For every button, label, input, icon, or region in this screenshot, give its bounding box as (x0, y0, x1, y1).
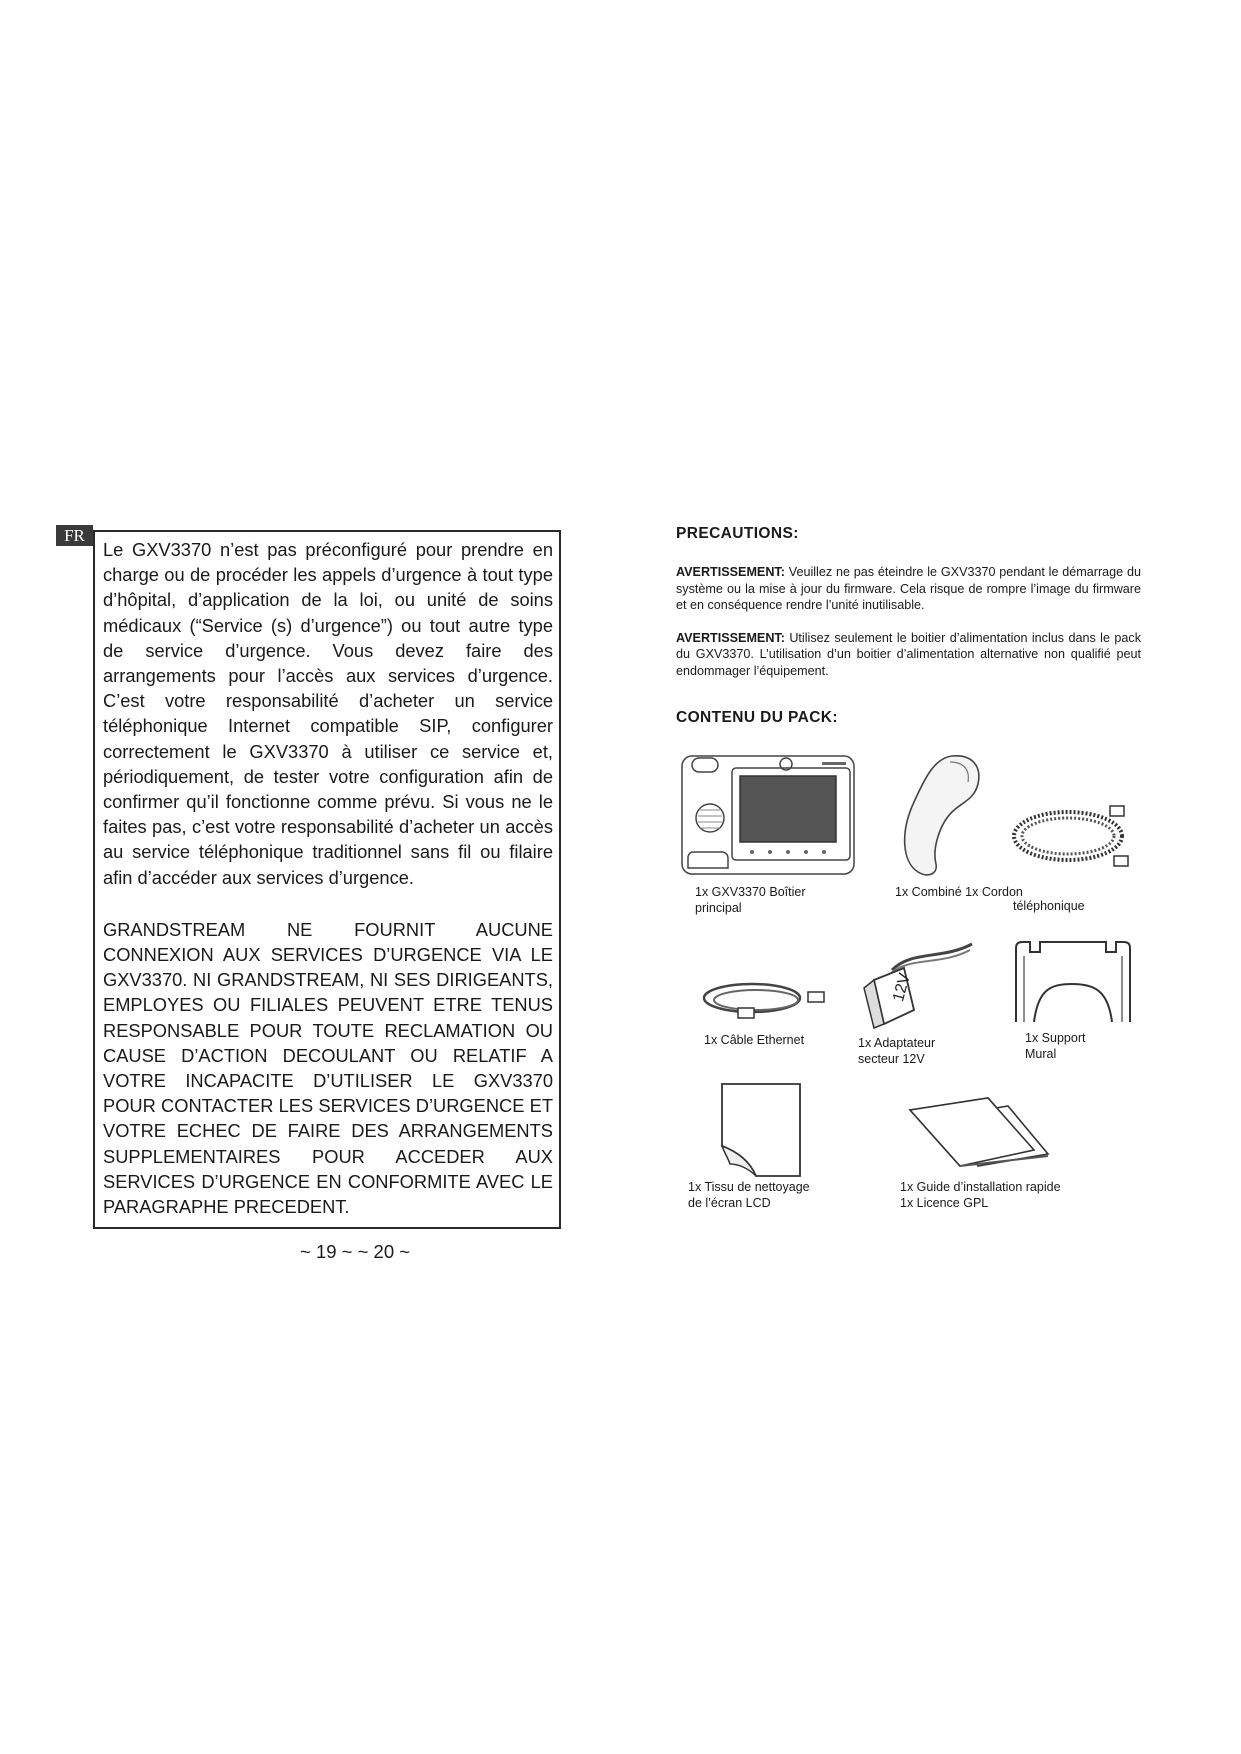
item-caption-cord: téléphonique (1013, 899, 1085, 913)
warning-2-label: AVERTISSEMENT: (676, 630, 785, 645)
item-caption-phone: 1x GXV3370 Boîtier principal (695, 885, 806, 915)
coiled-cord-icon (1010, 800, 1134, 870)
power-adapter-icon (862, 930, 987, 1030)
warning-1-text: Veuillez ne pas éteindre le GXV3370 pendant le démarrage du système ou la mise à jour du firmware. Cela risque de rompre l’image du firmware et en conséquence rendre l’unité inutilisable. (676, 565, 1141, 612)
item-caption-documents: 1x Guide d’installation rapide 1x Licence GPL (900, 1180, 1061, 1210)
precautions-title: PRECAUTIONS: (676, 525, 799, 542)
item-caption-cloth: 1x Tissu de nettoyage de l’écran LCD (688, 1180, 810, 1210)
language-tab: FR (56, 525, 93, 546)
right-column (676, 525, 1141, 727)
adapter-voltage-label: 12V (890, 971, 914, 1004)
item-caption-handset: 1x Combiné 1x Cordon (895, 885, 1023, 899)
pack-contents-title: CONTENU DU PACK: (676, 709, 838, 726)
warning-2-text: Utilisez seulement le boitier d’alimentation inclus dans le pack du GXV3370. L’utilisation d’un boitier d’alimentation alternative non qualifié peut endommager l’équipement. (676, 630, 1141, 678)
item-caption-adapter: 1x Adaptateur secteur 12V (858, 1036, 936, 1066)
emergency-paragraph: Le GXV3370 n’est pas préconfiguré pour prendre en charge ou de procéder les appels d’urgence à tout type d’hôpital, d’application de la loi, ou unité de soins médicaux (“Service (s) d’urgence”) ou tout autre type de service d’urgence. Vous devez faire des arrangements pour l’accès aux services d’urgence. C’est votre responsabilité d’acheter un service téléphonique Internet compatible SIP, configurer correctement le GXV3370 à utiliser ce service et, périodiquement, de tester votre configuration afin de confirmer qu’il fonctionne comme prévu. Si vous ne le faites pas, c’est votre responsabilité d’acheter un accès au service téléphonique traditionnel sans fil ou filaire afin d’accéder aux services d’urgence. (103, 539, 553, 888)
warning-2 (676, 630, 1141, 680)
handset-icon (892, 752, 982, 878)
warning-1-label: AVERTISSEMENT: (676, 565, 785, 579)
desk-phone-icon (680, 752, 858, 878)
cleaning-cloth-icon (720, 1082, 802, 1178)
warning-1 (676, 564, 1141, 614)
wall-mount-icon (1010, 940, 1136, 1024)
emergency-notice-box (93, 530, 561, 1229)
documents-icon (908, 1096, 1050, 1168)
item-caption-ethernet: 1x Câble Ethernet (704, 1033, 805, 1047)
page-numbers: ~ 19 ~ ~ 20 ~ (300, 1241, 411, 1262)
item-caption-mount: 1x Support Mural (1025, 1031, 1086, 1061)
ethernet-cable-icon (700, 978, 830, 1024)
disclaimer-paragraph: GRANDSTREAM NE FOURNIT AUCUNE CONNEXION AUX SERVICES D’URGENCE VIA LE GXV3370. NI GRANDSTREAM, NI SES DIRIGEANTS, EMPLOYES OU FILIALES PEUVENT ETRE TENUS RESPONSABLE POUR TOUTE RECLAMATION OU CAUSE D’ACTION DECOULANT OU RELATIF A VOTRE INCAPACITE D’UTILISER LE GXV3370 POUR CONTACTER LES SERVICES D’URGENCE ET VOTRE ECHEC DE FAIRE DES ARRANGEMENTS SUPPLEMENTAIRES POUR ACCEDER AUX SERVICES D’URGENCE EN CONFORMITE AVEC LE PARAGRAPHE PRECEDENT. (103, 918, 553, 1218)
